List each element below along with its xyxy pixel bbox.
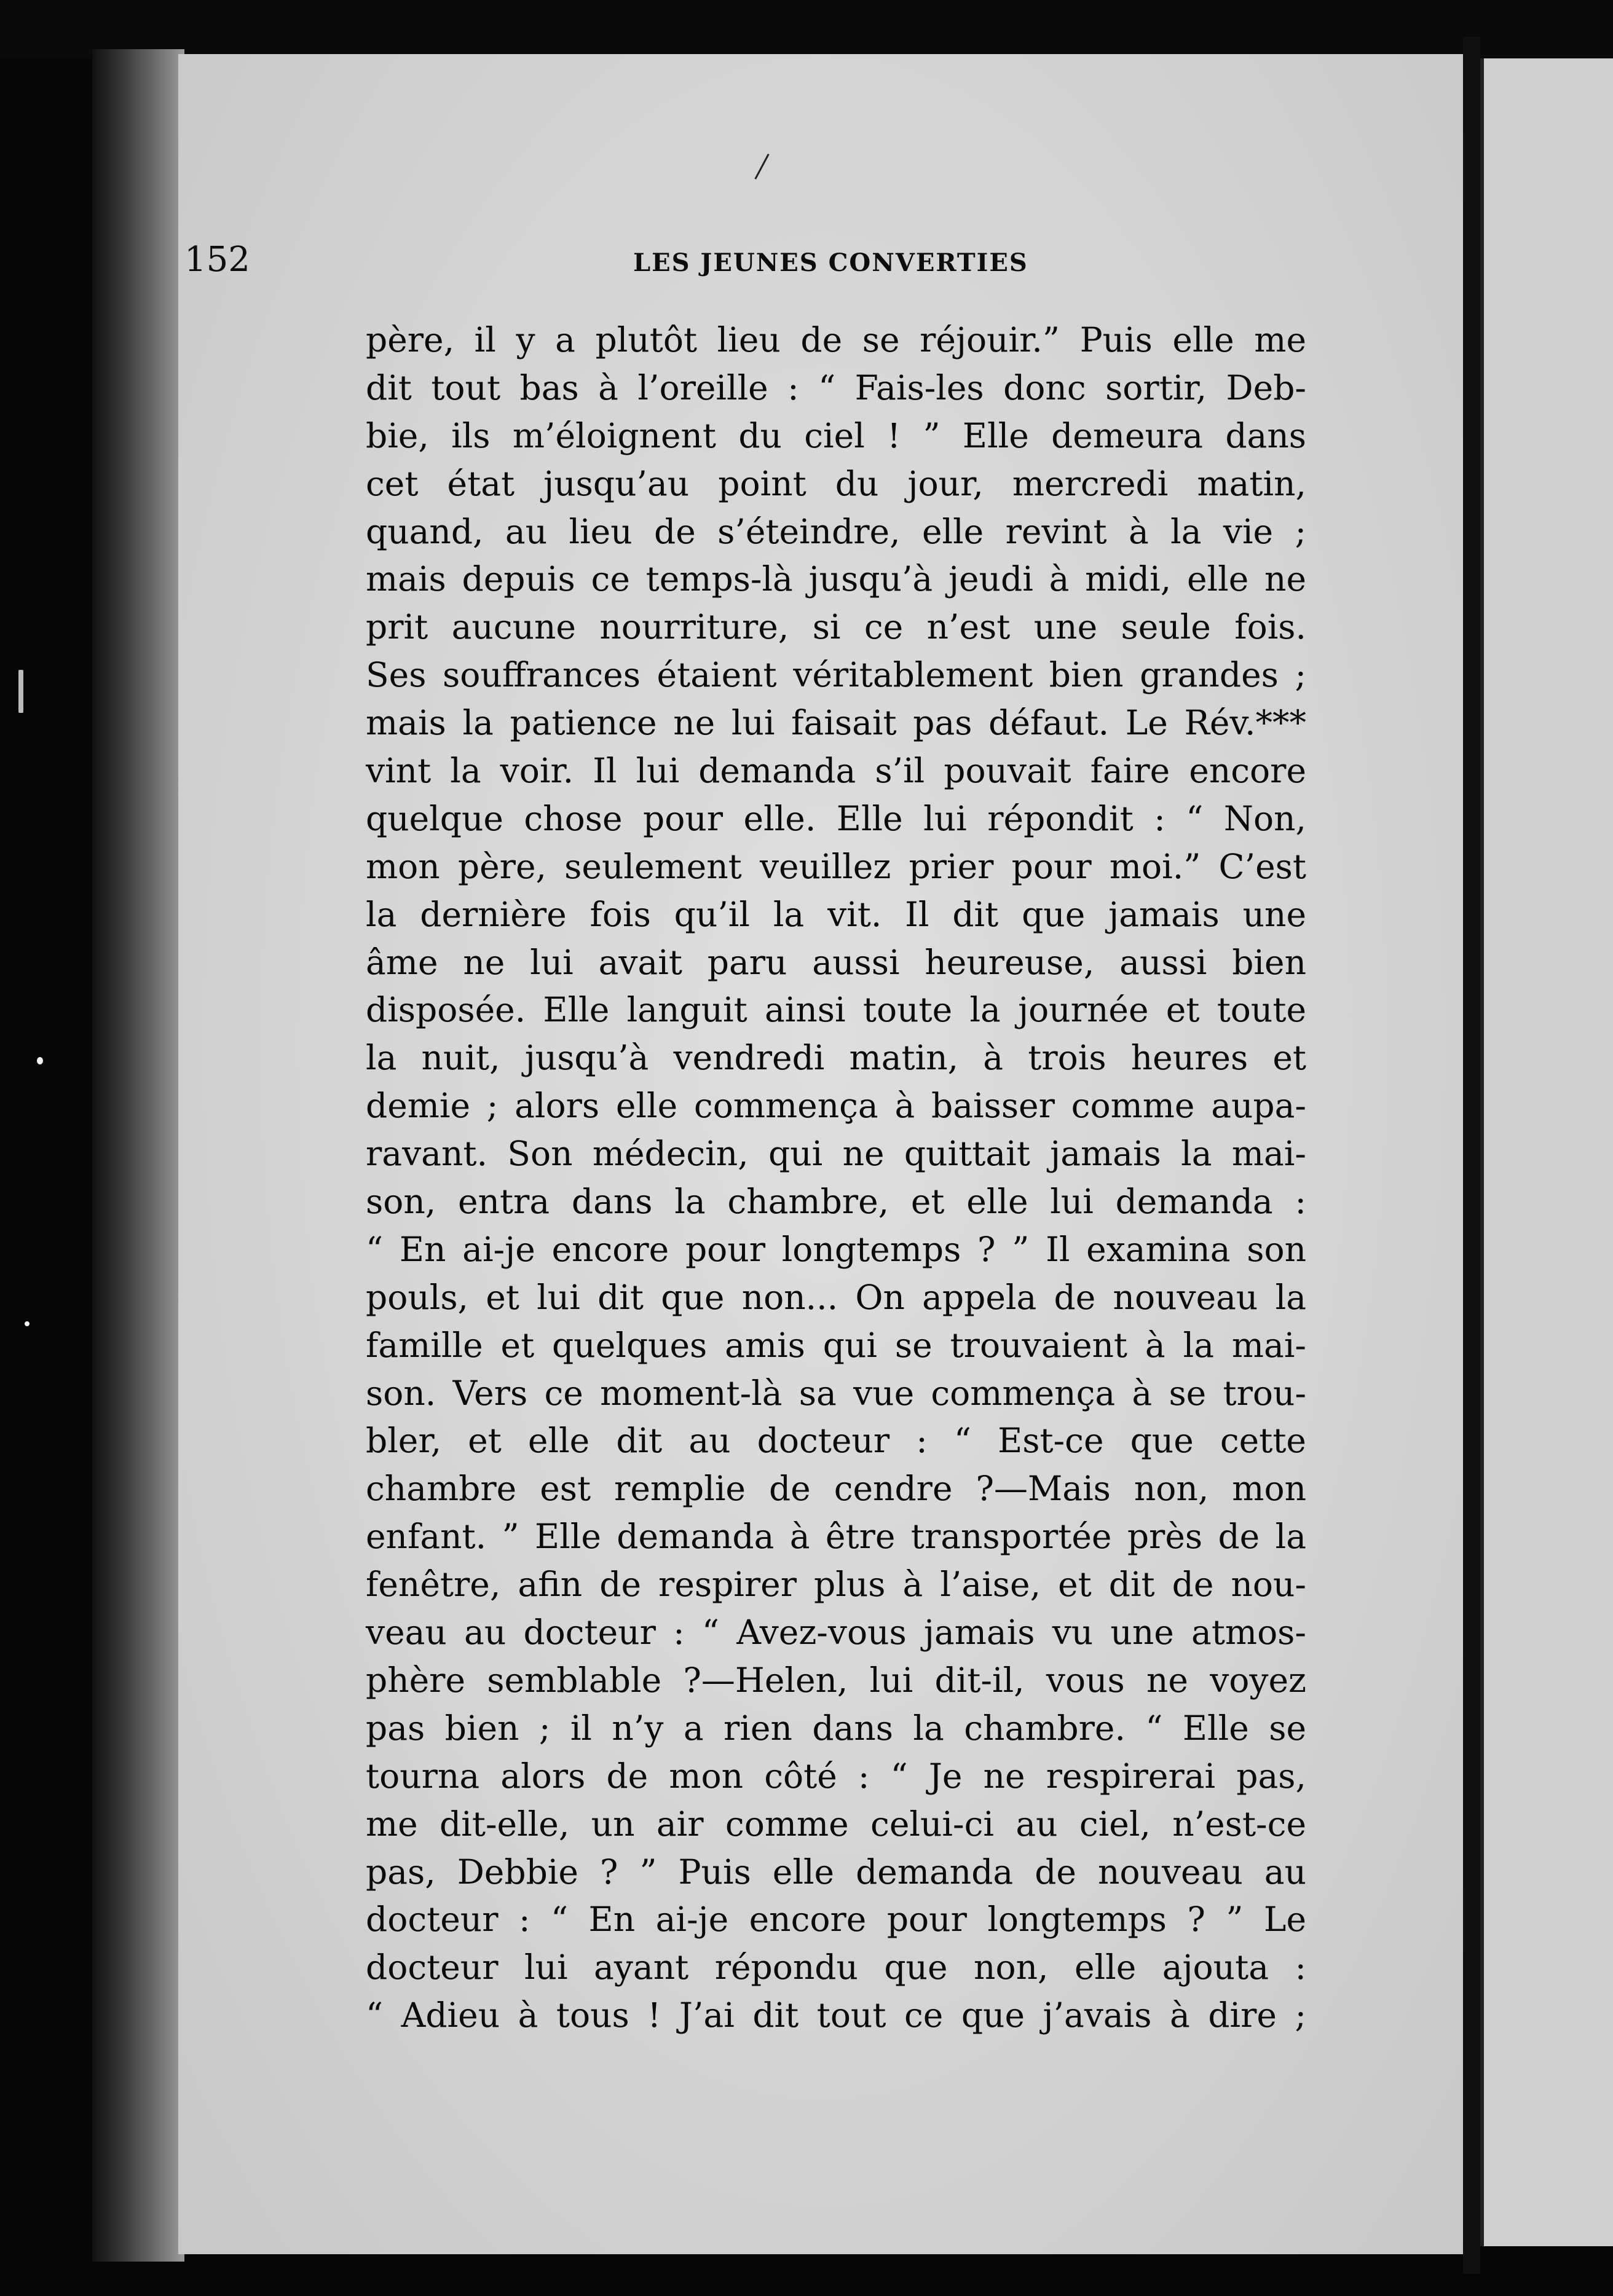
text-line: la dernière fois qu’il la vit. Il dit que jamais une	[366, 894, 1306, 934]
text-line: tourna alors de mon côté : “ Je ne respirerai pas,	[366, 1756, 1306, 1796]
text-line: me dit-elle, un air comme celui-ci au ciel, n’est-ce	[366, 1804, 1306, 1844]
text-line: “ En ai-je encore pour longtemps ? ” Il examina son	[366, 1229, 1306, 1269]
page-number: 152	[184, 240, 250, 280]
book-spine-shadow	[92, 49, 184, 2262]
text-line: docteur : “ En ai-je encore pour longtemps ? ” Le	[366, 1900, 1306, 1940]
text-line: bie, ils m’éloignent du ciel ! ” Elle demeura dans	[366, 415, 1306, 455]
running-header	[184, 235, 1340, 290]
text-line: prit aucune nourriture, si ce n’est une seule fois.	[366, 607, 1306, 647]
scan-top-border	[0, 0, 1613, 58]
body-text	[366, 316, 1306, 2040]
text-line: pouls, et lui dit que non... On appela de nouveau la	[366, 1277, 1306, 1317]
margin-speck	[18, 670, 23, 713]
text-line: vint la voir. Il lui demanda s’il pouvait faire encore	[366, 751, 1306, 791]
text-line: Ses souffrances étaient véritablement bien grandes ;	[366, 655, 1306, 695]
text-line: son. Vers ce moment-là sa vue commença à se trou-	[366, 1373, 1306, 1413]
text-line: phère semblable ?—Helen, lui dit-il, vous ne voyez	[366, 1660, 1306, 1700]
text-line: famille et quelques amis qui se trouvaient à la mai-	[366, 1325, 1306, 1365]
text-line: pas, Debbie ? ” Puis elle demanda de nouveau au	[366, 1852, 1306, 1892]
text-line: son, entra dans la chambre, et elle lui demanda :	[366, 1182, 1306, 1222]
text-line: cet état jusqu’au point du jour, mercredi matin,	[366, 463, 1306, 503]
text-line: veau au docteur : “ Avez-vous jamais vu une atmos-	[366, 1613, 1306, 1653]
text-line: chambre est remplie de cendre ?—Mais non, mon	[366, 1469, 1306, 1509]
text-line: bler, et elle dit au docteur : “ Est-ce que cette	[366, 1421, 1306, 1461]
text-line: âme ne lui avait paru aussi heureuse, aussi bien	[366, 942, 1306, 982]
text-line: enfant. ” Elle demanda à être transportée près de la	[366, 1517, 1306, 1557]
page-gutter	[1463, 37, 1480, 2274]
facing-page-border	[1480, 58, 1484, 2246]
facing-page-edge	[1481, 58, 1613, 2246]
margin-speck	[25, 1321, 30, 1326]
text-line: quand, au lieu de s’éteindre, elle revint à la vie ;	[366, 511, 1306, 551]
text-line: mais depuis ce temps-là jusqu’à jeudi à midi, elle ne	[366, 559, 1306, 599]
text-line: fenêtre, afin de respirer plus à l’aise, et dit de nou-	[366, 1565, 1306, 1605]
text-line: disposée. Elle languit ainsi toute la journée et toute	[366, 990, 1306, 1030]
text-line: pas bien ; il n’y a rien dans la chambre. “ Elle se	[366, 1708, 1306, 1748]
text-line: mon père, seulement veuillez prier pour moi.” C’est	[366, 846, 1306, 886]
text-line: quelque chose pour elle. Elle lui répondit : “ Non,	[366, 798, 1306, 838]
text-line: demie ; alors elle commença à baisser comme aupa-	[366, 1086, 1306, 1126]
text-line: mais la patience ne lui faisait pas défaut. Le Rév.***	[366, 703, 1306, 743]
running-title: LES JEUNES CONVERTIES	[633, 248, 1028, 277]
text-line: “ Adieu à tous ! J’ai dit tout ce que j’avais à dire ;	[366, 1995, 1306, 2035]
text-line: la nuit, jusqu’à vendredi matin, à trois heures et	[366, 1038, 1306, 1078]
text-line: père, il y a plutôt lieu de se réjouir.” Puis elle me	[366, 320, 1306, 360]
margin-speck	[37, 1057, 43, 1064]
text-line: docteur lui ayant répondu que non, elle ajouta :	[366, 1948, 1306, 1987]
text-line: dit tout bas à l’oreille : “ Fais-les donc sortir, Deb-	[366, 368, 1306, 407]
text-line: ravant. Son médecin, qui ne quittait jamais la mai-	[366, 1134, 1306, 1174]
